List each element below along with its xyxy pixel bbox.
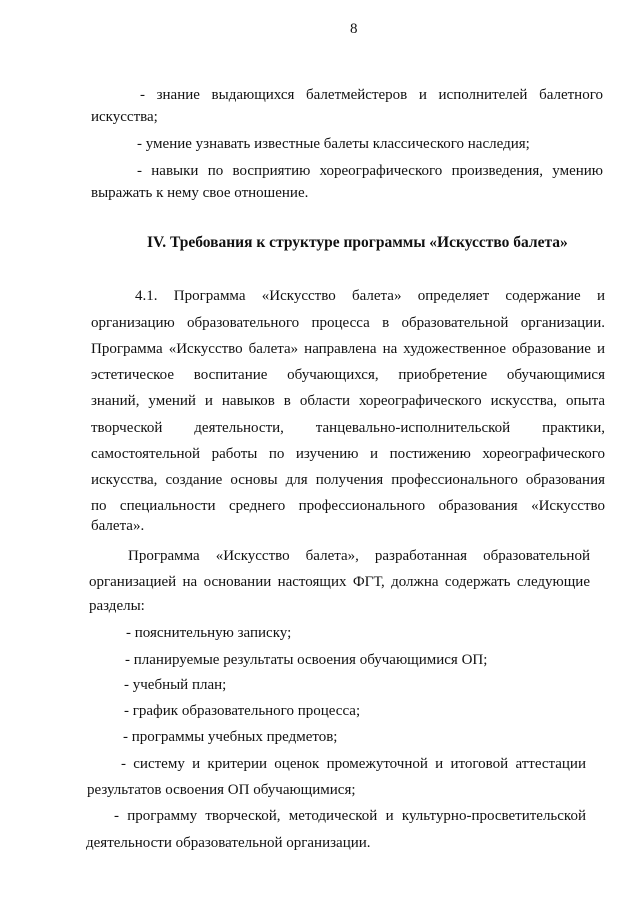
paragraph-line: Программа «Искусство балета» направлена на художественное образование и [91, 341, 605, 357]
list-item: - программу творческой, методической и культурно-просветительской [114, 808, 586, 824]
page-number: 8 [350, 21, 358, 37]
list-item: - умение узнавать известные балеты классического наследия; [137, 136, 530, 152]
paragraph-line: организацию образовательного процесса в образовательной организации. [91, 315, 605, 331]
list-item: - пояснительную записку; [126, 625, 292, 641]
list-item: - систему и критерии оценок промежуточной и итоговой аттестации [121, 756, 586, 772]
section-heading: IV. Требования к структуре программы «Искусство балета» [147, 234, 568, 251]
list-item-continuation: искусства; [91, 109, 158, 125]
paragraph-line: 4.1. Программа «Искусство балета» определяет содержание и [135, 288, 605, 304]
list-item: - навыки по восприятию хореографического произведения, умению [137, 163, 603, 179]
paragraph-line: разделы: [89, 598, 145, 614]
paragraph-line: эстетическое воспитание обучающихся, приобретение обучающимися [91, 367, 605, 383]
paragraph-line: творческой деятельности, танцевально-исполнительской практики, [91, 420, 605, 436]
list-item-continuation: деятельности образовательной организации. [86, 835, 371, 851]
paragraph-line: по специальности среднего профессионального образования «Искусство [91, 498, 605, 514]
paragraph-line: знаний, умений и навыков в области хореографического искусства, опыта [91, 393, 605, 409]
list-item: - учебный план; [124, 677, 227, 693]
paragraph-line: искусства, создание основы для получения профессионального образования [91, 472, 605, 488]
paragraph-line: организацией на основании настоящих ФГТ, должна содержать следующие [89, 574, 590, 590]
list-item-continuation: выражать к нему свое отношение. [91, 185, 309, 201]
paragraph-line: балета». [91, 518, 145, 534]
list-item: - график образовательного процесса; [124, 703, 361, 719]
paragraph-line: Программа «Искусство балета», разработанная образовательной [128, 548, 590, 564]
list-item-continuation: результатов освоения ОП обучающимися; [87, 782, 356, 798]
paragraph-line: самостоятельной работы по изучению и постижению хореографического [91, 446, 605, 462]
list-item: - программы учебных предметов; [123, 729, 338, 745]
list-item: - знание выдающихся балетмейстеров и исполнителей балетного [140, 87, 603, 103]
list-item: - планируемые результаты освоения обучающимися ОП; [125, 652, 488, 668]
